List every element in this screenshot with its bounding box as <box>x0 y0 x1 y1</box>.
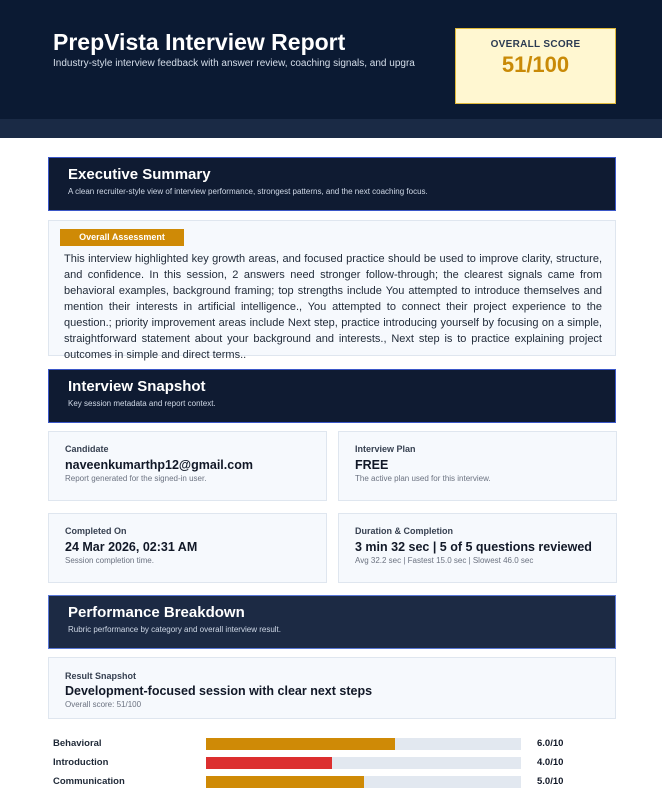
score-bar-label: Behavioral <box>53 738 102 749</box>
report-subtitle: Industry-style interview feedback with answer review, coaching signals, and upgra <box>53 58 415 69</box>
report-title: PrepVista Interview Report <box>53 29 346 55</box>
result-snapshot-label: Result Snapshot <box>65 671 137 681</box>
score-bar-fill <box>206 757 332 769</box>
interview-snapshot-banner <box>48 369 616 423</box>
completed-on-card <box>48 513 327 583</box>
score-bar-track <box>206 757 521 769</box>
card-value: 3 min 32 sec | 5 of 5 questions reviewed <box>355 540 592 554</box>
card-note: The active plan used for this interview. <box>355 474 491 483</box>
score-bar-value: 6.0/10 <box>537 738 564 749</box>
card-label: Interview Plan <box>355 444 416 454</box>
score-bar-fill <box>206 738 395 750</box>
card-note: Avg 32.2 sec | Fastest 15.0 sec | Slowest 46.0 sec <box>355 556 534 565</box>
score-bar-value: 4.0/10 <box>537 757 564 768</box>
card-label: Candidate <box>65 444 109 454</box>
result-snapshot-value: Development-focused session with clear next steps <box>65 684 373 698</box>
score-bar-track <box>206 776 521 788</box>
score-bar-row <box>0 737 662 751</box>
overall-assessment-box <box>48 220 616 361</box>
score-bar-label: Communication <box>53 776 125 787</box>
score-bar-row <box>0 756 662 770</box>
score-bar-track <box>206 738 521 750</box>
interview-snapshot-title: Interview Snapshot <box>68 378 206 395</box>
result-snapshot-box <box>48 657 616 719</box>
overall-score-label: OVERALL SCORE <box>490 39 581 50</box>
report-header <box>0 0 662 138</box>
overall-assessment-badge: Overall Assessment <box>60 229 184 246</box>
overall-assessment-text: This interview highlighted key growth areas, and focused practice should be used to improve clarity, structure, and confidence. In this session, 2 answers need stronger follow-through; the clearest signals came from behavioral examples, background framing; top strengths include You attempted to introduce themselves and mention their interests in artificial intelligence., You attempted to connect their project experience to the question.; priority improvement areas include Next step, practice introducing yourself by focusing on a simple, straightforward statement about your background and interests., Next step is to practice explaining project outcomes in simple and direct terms.. <box>64 253 602 361</box>
card-note: Report generated for the signed-in user. <box>65 474 207 483</box>
result-snapshot-note: Overall score: 51/100 <box>65 700 142 709</box>
card-label: Completed On <box>65 526 127 536</box>
score-bar-value: 5.0/10 <box>537 776 564 787</box>
performance-breakdown-banner <box>48 595 616 649</box>
card-label: Duration & Completion <box>355 526 453 536</box>
executive-summary-subtitle: A clean recruiter-style view of interview performance, strongest patterns, and the next coaching focus. <box>68 187 428 196</box>
score-bar-fill <box>206 776 364 788</box>
interview-snapshot-subtitle: Key session metadata and report context. <box>68 399 216 408</box>
card-value: FREE <box>355 458 389 472</box>
executive-summary-banner <box>48 157 616 211</box>
performance-breakdown-subtitle: Rubric performance by category and overall interview result. <box>68 625 281 634</box>
card-note: Session completion time. <box>65 556 154 565</box>
card-value: naveenkumarthp12@gmail.com <box>65 458 253 472</box>
overall-score-box <box>455 28 616 104</box>
score-bar-label: Introduction <box>53 757 109 768</box>
header-stripe <box>0 119 662 138</box>
overall-score-value: 51/100 <box>501 52 570 77</box>
performance-breakdown-title: Performance Breakdown <box>68 604 245 621</box>
candidate-card <box>48 431 327 501</box>
executive-summary-title: Executive Summary <box>68 166 211 183</box>
card-value: 24 Mar 2026, 02:31 AM <box>65 540 198 554</box>
duration-completion-card <box>338 513 617 583</box>
interview-plan-card <box>338 431 617 501</box>
score-bar-row <box>0 775 662 789</box>
